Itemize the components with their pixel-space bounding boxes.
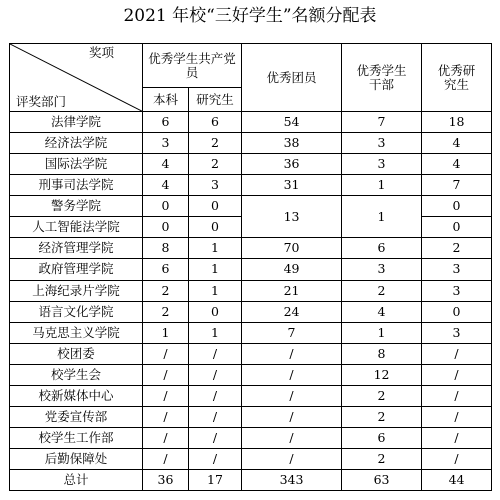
grad-cell: 3 — [189, 175, 242, 196]
graduate-cell: 3 — [422, 280, 492, 301]
header-party-member: 优秀学生共产党员 — [143, 44, 242, 88]
grad-cell: 2 — [189, 154, 242, 175]
grad-cell: 2 — [189, 133, 242, 154]
dept-cell: 经济法学院 — [10, 133, 143, 154]
merged-cadre-cell: 1 — [342, 196, 422, 238]
dept-cell: 刑事司法学院 — [10, 175, 143, 196]
league-cell: 24 — [242, 301, 342, 322]
dept-cell: 人工智能法学院 — [10, 217, 143, 238]
league-cell: 7 — [242, 322, 342, 343]
league-cell: 70 — [242, 238, 342, 259]
table-row — [10, 385, 492, 406]
undergrad-cell: / — [143, 406, 189, 427]
table-title: 2021 年校“三好学生”名额分配表 — [123, 6, 377, 26]
table-row — [10, 448, 492, 469]
league-cell: / — [242, 448, 342, 469]
undergrad-cell: / — [143, 385, 189, 406]
graduate-cell: 18 — [422, 112, 492, 133]
header-league-member: 优秀团员 — [242, 44, 342, 112]
cadre-cell: 2 — [342, 385, 422, 406]
grad-cell: 1 — [189, 280, 242, 301]
league-cell: 38 — [242, 133, 342, 154]
dept-cell: 校团委 — [10, 343, 143, 364]
quota-table — [9, 43, 492, 491]
cadre-cell: 6 — [342, 427, 422, 448]
undergrad-cell: / — [143, 364, 189, 385]
undergrad-cell: 2 — [143, 301, 189, 322]
dept-cell: 警务学院 — [10, 196, 143, 217]
table-row — [10, 133, 492, 154]
table-row — [10, 406, 492, 427]
dept-cell: 党委宣传部 — [10, 406, 143, 427]
dept-cell: 马克思主义学院 — [10, 322, 143, 343]
dept-cell: 经济管理学院 — [10, 238, 143, 259]
header-corner — [10, 44, 143, 112]
graduate-cell: / — [422, 448, 492, 469]
total-label: 总计 — [10, 469, 143, 490]
dept-cell: 国际法学院 — [10, 154, 143, 175]
dept-cell: 政府管理学院 — [10, 259, 143, 280]
undergrad-cell: 0 — [143, 196, 189, 217]
graduate-cell: / — [422, 427, 492, 448]
table-row — [10, 280, 492, 301]
dept-cell: 上海纪录片学院 — [10, 280, 143, 301]
table-row — [10, 259, 492, 280]
grad-cell: / — [189, 364, 242, 385]
graduate-cell: / — [422, 406, 492, 427]
grad-cell: / — [189, 406, 242, 427]
table-row — [10, 427, 492, 448]
graduate-cell: 0 — [422, 301, 492, 322]
grad-cell: / — [189, 448, 242, 469]
undergrad-cell: 2 — [143, 280, 189, 301]
undergrad-cell: 3 — [143, 133, 189, 154]
cadre-cell: 7 — [342, 112, 422, 133]
graduate-cell: / — [422, 364, 492, 385]
dept-cell: 校学生会 — [10, 364, 143, 385]
total-graduate: 44 — [422, 469, 492, 490]
table-row — [10, 238, 492, 259]
grad-cell: / — [189, 385, 242, 406]
league-cell: 49 — [242, 259, 342, 280]
undergrad-cell: / — [143, 427, 189, 448]
header-graduate: 优秀研究生 — [422, 44, 492, 112]
table-row — [10, 154, 492, 175]
league-cell: 36 — [242, 154, 342, 175]
undergrad-cell: 4 — [143, 175, 189, 196]
cadre-cell: 4 — [342, 301, 422, 322]
header-student-cadre: 优秀学生干部 — [342, 44, 422, 112]
grad-cell: 1 — [189, 259, 242, 280]
grad-cell: 1 — [189, 322, 242, 343]
total-row — [10, 469, 492, 490]
dept-cell: 校新媒体中心 — [10, 385, 143, 406]
undergrad-cell: 6 — [143, 112, 189, 133]
table-row — [10, 301, 492, 322]
cadre-cell: 1 — [342, 175, 422, 196]
cadre-cell: 6 — [342, 238, 422, 259]
graduate-cell: 3 — [422, 322, 492, 343]
cadre-cell: 12 — [342, 364, 422, 385]
undergrad-cell: 8 — [143, 238, 189, 259]
graduate-cell: / — [422, 343, 492, 364]
total-league: 343 — [242, 469, 342, 490]
header-dept-label: 评奖部门 — [16, 94, 67, 110]
grad-cell: / — [189, 343, 242, 364]
merged-league-cell: 13 — [242, 196, 342, 238]
graduate-cell: 0 — [422, 196, 492, 217]
grad-cell: / — [189, 427, 242, 448]
league-cell: / — [242, 364, 342, 385]
table-row — [10, 343, 492, 364]
table-row — [10, 112, 492, 133]
graduate-cell: / — [422, 385, 492, 406]
dept-cell: 后勤保障处 — [10, 448, 143, 469]
league-cell: / — [242, 343, 342, 364]
league-cell: / — [242, 427, 342, 448]
table-row — [10, 175, 492, 196]
graduate-cell: 4 — [422, 154, 492, 175]
cadre-cell: 2 — [342, 280, 422, 301]
header-grad-student: 研究生 — [189, 88, 242, 112]
undergrad-cell: 4 — [143, 154, 189, 175]
undergrad-cell: 0 — [143, 217, 189, 238]
cadre-cell: 1 — [342, 322, 422, 343]
table-row — [10, 364, 492, 385]
league-cell: 21 — [242, 280, 342, 301]
cadre-cell: 3 — [342, 133, 422, 154]
grad-cell: 0 — [189, 217, 242, 238]
undergrad-cell: 6 — [143, 259, 189, 280]
graduate-cell: 0 — [422, 217, 492, 238]
cadre-cell: 2 — [342, 406, 422, 427]
dept-cell: 校学生工作部 — [10, 427, 143, 448]
grad-cell: 0 — [189, 301, 242, 322]
graduate-cell: 3 — [422, 259, 492, 280]
undergrad-cell: / — [143, 343, 189, 364]
table-row — [10, 196, 492, 217]
graduate-cell: 7 — [422, 175, 492, 196]
dept-cell: 法律学院 — [10, 112, 143, 133]
cadre-cell: 3 — [342, 154, 422, 175]
league-cell: / — [242, 385, 342, 406]
grad-cell: 1 — [189, 238, 242, 259]
undergrad-cell: 1 — [143, 322, 189, 343]
grad-cell: 6 — [189, 112, 242, 133]
league-cell: / — [242, 406, 342, 427]
table-row — [10, 322, 492, 343]
header-undergrad: 本科 — [143, 88, 189, 112]
dept-cell: 语言文化学院 — [10, 301, 143, 322]
graduate-cell: 4 — [422, 133, 492, 154]
header-award-label: 奖项 — [88, 45, 114, 60]
league-cell: 31 — [242, 175, 342, 196]
grad-cell: 0 — [189, 196, 242, 217]
total-undergrad: 36 — [143, 469, 189, 490]
cadre-cell: 3 — [342, 259, 422, 280]
cadre-cell: 8 — [342, 343, 422, 364]
undergrad-cell: / — [143, 448, 189, 469]
total-cadre: 63 — [342, 469, 422, 490]
graduate-cell: 2 — [422, 238, 492, 259]
league-cell: 54 — [242, 112, 342, 133]
cadre-cell: 2 — [342, 448, 422, 469]
total-grad: 17 — [189, 469, 242, 490]
